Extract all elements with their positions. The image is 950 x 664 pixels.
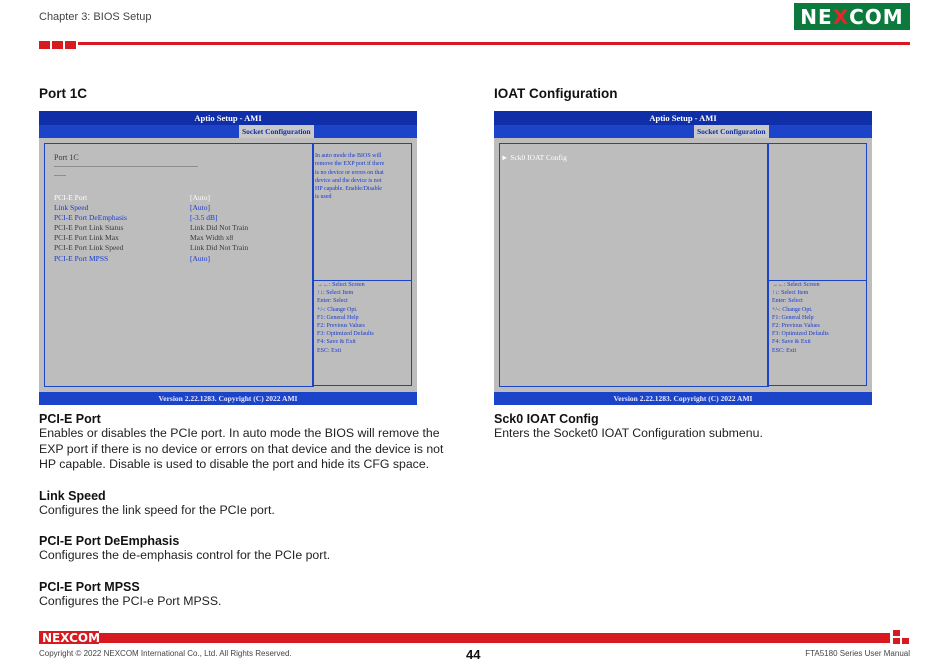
- bios-item-mpss[interactable]: PCI-E Port MPSS: [54, 254, 109, 263]
- bios-value-mpss[interactable]: [Auto]: [190, 254, 210, 263]
- bios-value-link-speed[interactable]: [Auto]: [190, 203, 210, 212]
- bios-value-link-status: Link Did Not Train: [190, 223, 249, 232]
- footer-rule: [78, 633, 890, 643]
- bios-help-pane: [767, 143, 867, 281]
- chapter-title: Chapter 3: BIOS Setup: [39, 11, 152, 23]
- descriptions-left: [39, 412, 459, 609]
- desc-title-mpss: PCI-E Port MPSS: [39, 579, 140, 594]
- bios-screen-ioat: [494, 111, 872, 405]
- bios-tab-socket-configuration[interactable]: Socket Configuration: [239, 125, 314, 138]
- bios-item-link-status: PCI-E Port Link Status: [54, 223, 124, 232]
- footer-nexcom-logo: NEXCOM: [42, 631, 101, 645]
- bios-item-deemphasis[interactable]: PCI-E Port DeEmphasis: [54, 213, 127, 222]
- bios-main-pane: [499, 143, 769, 387]
- bios-version-bar: Version 2.22.1283. Copyright (C) 2022 AMI: [494, 392, 872, 405]
- desc-text-link-speed: Configures the link speed for the PCIe port.: [39, 502, 275, 517]
- bios-tab-bar: [39, 125, 417, 138]
- bios-key-legend: →←: Select Screen ↑↓: Select Item Enter: Select +/-: Change Opt. F1: General Help F2: Previous Values F3: Optimized Defaults F4: Save & Exit ESC: Exit: [772, 282, 829, 354]
- footer-manual-title: FTA5180 Series User Manual: [805, 649, 910, 658]
- nexcom-logo: NE X COM: [794, 3, 910, 30]
- desc-title-deemphasis: PCI-E Port DeEmphasis: [39, 534, 180, 548]
- bios-value-link-speed-status: Link Did Not Train: [190, 243, 249, 252]
- bios-main-pane: [44, 143, 314, 387]
- page-number: 44: [466, 647, 481, 662]
- section-title-ioat: IOAT Configuration: [494, 86, 618, 101]
- desc-text-sck0-ioat: Enters the Socket0 IOAT Configuration submenu.: [494, 426, 763, 440]
- desc-title-pcie-port: PCI-E Port: [39, 412, 101, 426]
- bios-item-sck0-ioat-config[interactable]: ► Sck0 IOAT Config: [501, 153, 567, 162]
- bios-item-link-speed[interactable]: Link Speed: [54, 203, 89, 212]
- bios-item-link-speed-status: PCI-E Port Link Speed: [54, 243, 124, 252]
- bios-item-pcie-port[interactable]: PCI-E Port: [54, 193, 88, 202]
- desc-text-pcie-port: Enables or disables the PCIe port. In auto mode the BIOS will remove the EXP port if there is no device or errors on that device and the device is not HP capable. Disable is used to disable the port and hide its CFG space.: [39, 426, 444, 471]
- desc-text-mpss: Configures the PCI-e Port MPSS.: [39, 593, 222, 608]
- section-title-port-1c: Port 1C: [39, 86, 88, 101]
- bios-value-pcie-port[interactable]: [Auto]: [190, 193, 210, 202]
- bios-item-link-max: PCI-E Port Link Max: [54, 233, 119, 242]
- bios-key-legend: →←: Select Screen ↑↓: Select Item Enter: Select +/-: Change Opt. F1: General Help F2: Previous Values F3: Optimized Defaults F4: Save & Exit ESC: Exit: [317, 282, 374, 354]
- bios-tab-bar: [494, 125, 872, 138]
- bios-version-bar: Version 2.22.1283. Copyright (C) 2022 AMI: [39, 392, 417, 405]
- bios-heading: Port 1C: [54, 153, 79, 162]
- bios-title-bar: Aptio Setup - AMI: [494, 111, 872, 125]
- bios-tab-socket-configuration[interactable]: Socket Configuration: [694, 125, 769, 138]
- footer-copyright: Copyright © 2022 NEXCOM International Co., Ltd. All Rights Reserved.: [39, 649, 292, 658]
- bios-value-link-max: Max Width x8: [190, 233, 234, 242]
- desc-title-link-speed: Link Speed: [39, 488, 106, 503]
- header-accent-squares: [39, 41, 76, 49]
- footer-accent-squares: [893, 630, 910, 645]
- descriptions-right: [494, 412, 914, 442]
- bios-help-text: In auto mode the BIOS will remove the EXP port if there is no device or errors on that device and the device is not HP capable. Enable/Disable is used: [315, 153, 385, 201]
- desc-title-sck0-ioat: Sck0 IOAT Config: [494, 412, 599, 426]
- header-rule: [78, 42, 910, 45]
- desc-text-deemphasis: Configures the de-emphasis control for the PCIe port.: [39, 548, 331, 562]
- bios-separator: ------------------------------------------------------------------------: [54, 164, 198, 170]
- bios-screen-port-1c: [39, 111, 417, 405]
- bios-separator-2: ------: [54, 173, 66, 179]
- bios-value-deemphasis[interactable]: [-3.5 dB]: [190, 213, 218, 222]
- bios-title-bar: Aptio Setup - AMI: [39, 111, 417, 125]
